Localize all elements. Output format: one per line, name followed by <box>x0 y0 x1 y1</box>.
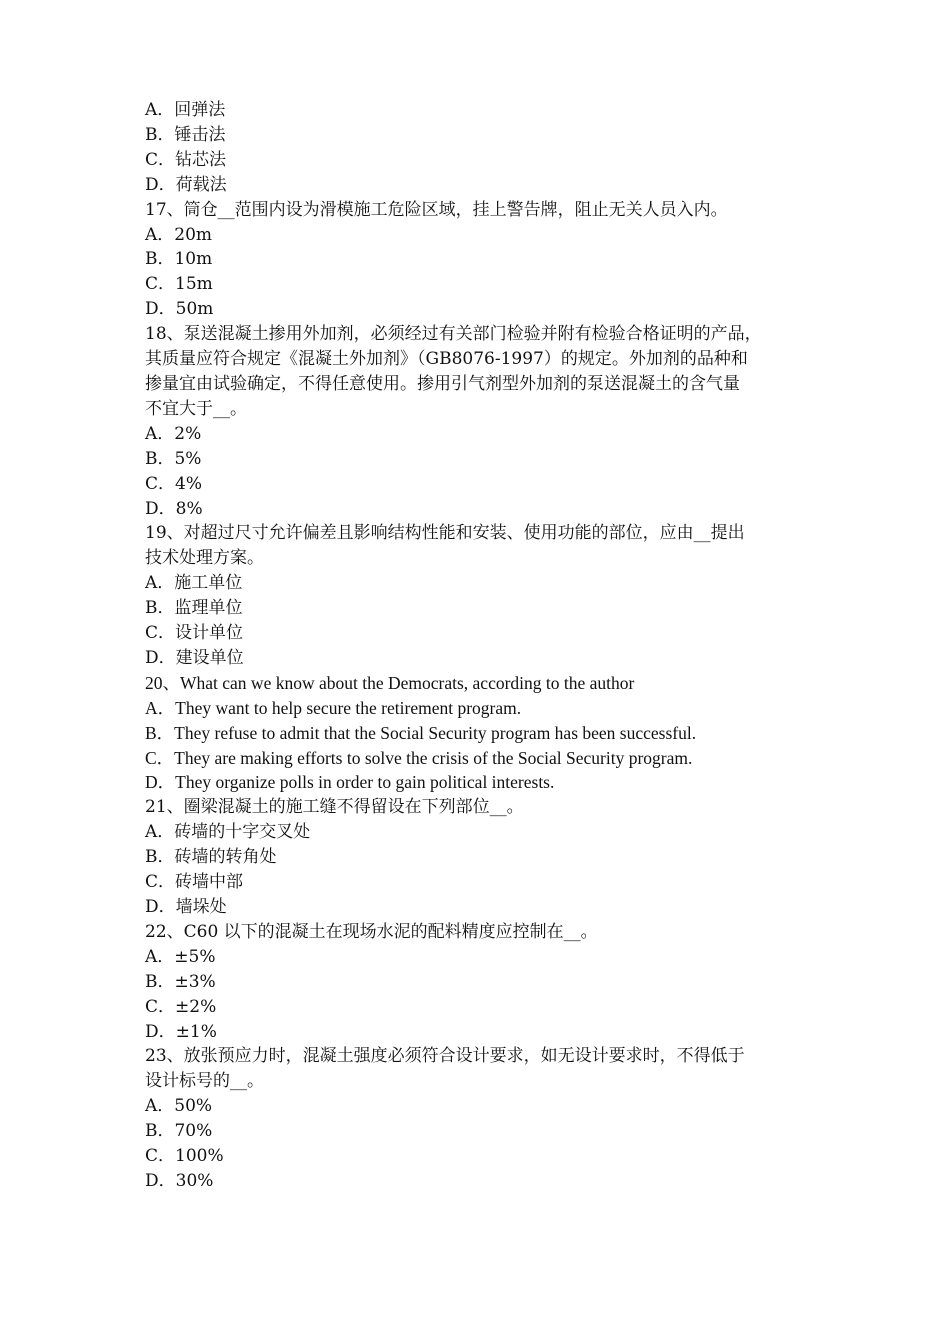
option-line: D．They organize polls in order to gain political interests. <box>145 772 555 793</box>
question-22: 22、C60 以下的混凝土在现场水泥的配料精度应控制在__。 <box>145 921 598 942</box>
question-19-line-2: 技术处理方案。 <box>145 548 264 569</box>
option-line: B．10m <box>145 249 213 270</box>
option-line: B．5% <box>145 448 202 469</box>
option-line: C．砖墙中部 <box>145 872 244 893</box>
option-line: C．±2% <box>145 996 217 1017</box>
option-line: A．回弹法 <box>145 100 226 120</box>
question-20: 20、What can we know about the Democrats, according to the author <box>145 672 635 693</box>
option-line: B．They refuse to admit that the Social Security program has been successful. <box>145 722 697 743</box>
question-23-line-1: 23、放张预应力时，混凝土强度必须符合设计要求，如无设计要求时，不得低于 <box>145 1046 745 1067</box>
question-17: 17、筒仓__范围内设为滑模施工危险区域，挂上警告牌，阻止无关人员入内。 <box>145 199 728 220</box>
option-line: C．15m <box>145 274 213 295</box>
option-line: C．设计单位 <box>145 623 244 644</box>
option-line: D．墙垛处 <box>145 897 227 917</box>
option-line: D．建设单位 <box>145 647 244 668</box>
option-line: B．砖墙的转角处 <box>145 847 277 868</box>
option-line: D．8% <box>145 498 203 519</box>
option-line: C．100% <box>145 1146 224 1167</box>
option-line: C．4% <box>145 473 202 494</box>
option-line: A．20m <box>145 224 213 245</box>
question-18-line-1: 18、泵送混凝土掺用外加剂，必须经过有关部门检验并附有检验合格证明的产品， <box>145 324 762 345</box>
option-line: C．钻芯法 <box>145 149 227 170</box>
option-line: C．They are making efforts to solve the crisis of the Social Security program. <box>145 747 693 768</box>
option-line: D．荷载法 <box>145 174 227 195</box>
question-19-line-1: 19、对超过尺寸允许偏差且影响结构性能和安装、使用功能的部位，应由__提出 <box>145 523 745 544</box>
question-18-line-3: 掺量宜由试验确定，不得任意使用。掺用引气剂型外加剂的泵送混凝土的含气量 <box>145 373 740 394</box>
option-line: D．30% <box>145 1170 214 1191</box>
question-18-line-2: 其质量应符合规定《混凝土外加剂》（GB8076-1997）的规定。外加剂的品种和 <box>145 349 748 370</box>
option-line: A．砖墙的十字交叉处 <box>145 822 311 843</box>
question-list <box>145 98 817 1194</box>
option-line: B．±3% <box>145 971 216 992</box>
option-line: A．50% <box>145 1096 213 1117</box>
option-line: B．70% <box>145 1121 213 1142</box>
option-line: A．They want to help secure the retirement program. <box>145 697 522 718</box>
option-line: B．监理单位 <box>145 598 243 619</box>
option-line: A．2% <box>145 423 202 444</box>
question-23-line-2: 设计标号的__。 <box>145 1071 264 1092</box>
option-line: D．50m <box>145 299 214 320</box>
option-line: A．施工单位 <box>145 573 243 594</box>
option-line: A．±5% <box>145 946 216 967</box>
option-line: B．锤击法 <box>145 124 226 145</box>
question-21: 21、圈梁混凝土的施工缝不得留设在下列部位__。 <box>145 797 524 818</box>
option-line: D．±1% <box>145 1021 217 1042</box>
question-18-line-4: 不宜大于__。 <box>145 398 247 419</box>
